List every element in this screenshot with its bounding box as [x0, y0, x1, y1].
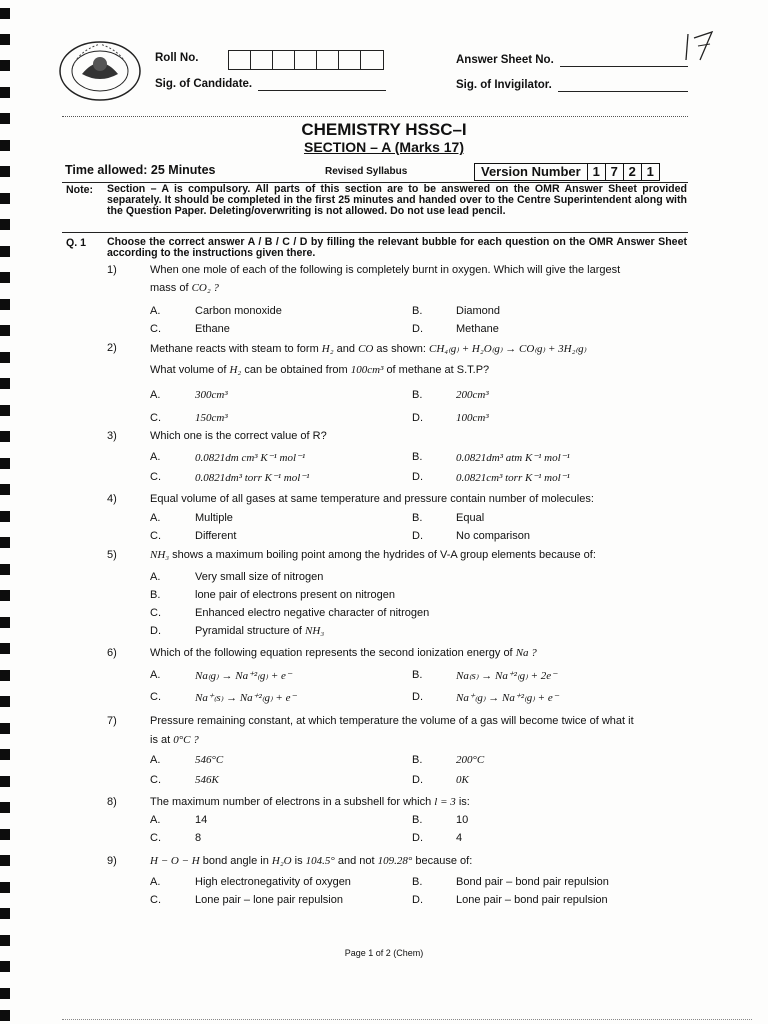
question-text-part: is	[294, 855, 303, 867]
question-text	[150, 493, 690, 505]
option-letter: A.	[150, 876, 161, 888]
question-number: 1)	[107, 264, 117, 276]
option-letter: B.	[412, 669, 423, 681]
version-digit: 1	[588, 164, 606, 180]
option-d[interactable]: 100cm³	[456, 412, 489, 424]
option-c[interactable]: 0.0821dm³ torr K⁻¹ mol⁻¹	[195, 472, 310, 484]
option-letter: A.	[150, 754, 161, 766]
registration-mark	[0, 272, 10, 283]
question-text-part: Which of the following equation represents the second ionization energy of	[150, 647, 513, 659]
registration-mark	[0, 34, 10, 45]
question-text	[150, 855, 690, 867]
invigilator-signature-line[interactable]	[558, 91, 688, 92]
option-letter: B.	[412, 754, 423, 766]
question-text-line2	[150, 734, 199, 746]
option-d[interactable]	[195, 625, 324, 637]
registration-mark	[0, 87, 10, 98]
time-allowed: Time allowed: 25 Minutes	[65, 163, 216, 177]
question-text-part: Methane reacts with steam to form	[150, 343, 319, 355]
option-letter: B.	[412, 814, 423, 826]
option-letter: A.	[150, 389, 161, 401]
option-letter: B.	[150, 589, 161, 601]
question-text-part: What volume of	[150, 364, 227, 376]
option-c[interactable]: 8	[195, 832, 202, 844]
option-c[interactable]	[195, 607, 429, 619]
registration-mark	[0, 564, 10, 575]
question-text	[150, 342, 690, 355]
option-letter: C.	[150, 894, 161, 906]
formula: l = 3	[434, 796, 456, 808]
question-text-line2	[150, 282, 219, 294]
question-number: 6)	[107, 647, 117, 659]
option-c[interactable]: Different	[195, 530, 237, 542]
question-number: 3)	[107, 430, 117, 442]
question-text-part: because of:	[415, 855, 473, 867]
invigilator-signature-label: Sig. of Invigilator.	[456, 79, 552, 91]
option-b[interactable]: Equal	[456, 512, 485, 524]
option-letter: D.	[412, 691, 423, 703]
option-c[interactable]: Na⁺₍s₎ → Na⁺²₍g₎ + e⁻	[195, 692, 297, 704]
option-d[interactable]: Methane	[456, 323, 499, 335]
option-letter: C.	[150, 832, 161, 844]
question-text-part: Equal volume of all gases at same temperature and pressure contain number of molecules:	[150, 493, 594, 505]
version-number-box	[474, 163, 660, 181]
option-letter: C.	[150, 691, 161, 703]
option-d[interactable]: 4	[456, 832, 463, 844]
registration-mark	[0, 829, 10, 840]
option-a[interactable]: 0.0821dm cm³ K⁻¹ mol⁻¹	[195, 452, 306, 464]
version-digit: 7	[606, 164, 624, 180]
formula: H₂	[321, 343, 334, 355]
registration-mark	[0, 219, 10, 230]
question-text-part: can be obtained from	[244, 364, 348, 376]
registration-mark	[0, 484, 10, 495]
question-text-part: is:	[458, 796, 470, 808]
option-d[interactable]: No comparison	[456, 530, 530, 542]
exam-title: CHEMISTRY HSSC–I	[301, 120, 467, 139]
option-d[interactable]: 0K	[456, 774, 469, 786]
registration-mark	[0, 193, 10, 204]
option-b[interactable]: Diamond	[456, 305, 501, 317]
question-text	[150, 647, 690, 659]
question-text	[150, 715, 690, 727]
formula: H₂O	[271, 855, 292, 867]
question-number: 9)	[107, 855, 117, 867]
option-a[interactable]: Multiple	[195, 512, 233, 524]
note-text: Section – A is compulsory. All parts of this section are to be answered on the OMR Answer Sheet provided separately. It should be completed in the first 25 minutes and handed over to the Centre Superintendent along with the Question Paper. Deleting/overwriting is not allowed. Do not use lead pencil.	[107, 183, 687, 217]
formula: 109.28°	[377, 855, 413, 867]
option-b[interactable]	[195, 589, 395, 601]
option-text: Pyramidal structure of	[195, 625, 302, 637]
question-number: 4)	[107, 493, 117, 505]
bottom-dotted-edge	[62, 1019, 752, 1020]
board-seal-logo	[58, 40, 142, 102]
question-text-part: mass of	[150, 282, 189, 294]
option-letter: A.	[150, 814, 161, 826]
question-text-part: as shown:	[376, 343, 426, 355]
option-b[interactable]: 0.0821dm³ atm K⁻¹ mol⁻¹	[456, 452, 570, 464]
registration-mark	[0, 431, 10, 442]
question-text-part: Pressure remaining constant, at which temperature the volume of a gas will become twice of what it	[150, 715, 634, 727]
registration-mark	[0, 378, 10, 389]
option-letter: D.	[150, 625, 161, 637]
q1-instruction: Choose the correct answer A / B / C / D by filling the relevant bubble for each question on the OMR Answer Sheet according to the instructions given there.	[107, 236, 687, 259]
formula: 104.5°	[305, 855, 335, 867]
formula: H − O − H	[150, 855, 200, 867]
question-text-part: and not	[337, 855, 375, 867]
registration-mark	[0, 1010, 10, 1021]
registration-mark	[0, 166, 10, 177]
question-text	[150, 549, 690, 561]
handwritten-number	[680, 26, 720, 66]
answer-sheet-label: Answer Sheet No.	[456, 54, 554, 66]
option-text: Very small size of nitrogen	[195, 571, 324, 583]
formula: 100cm³	[350, 364, 384, 376]
option-b[interactable]: Na₍s₎ → Na⁺²₍g₎ + 2e⁻	[456, 670, 557, 682]
roll-number-boxes[interactable]	[228, 50, 384, 70]
candidate-signature-label: Sig. of Candidate.	[155, 78, 253, 90]
option-letter: D.	[412, 832, 423, 844]
registration-mark	[0, 8, 10, 19]
registration-mark	[0, 458, 10, 469]
option-a[interactable]	[195, 571, 323, 583]
formula: H₂	[229, 364, 242, 376]
candidate-signature-line[interactable]	[258, 90, 386, 91]
option-letter: A.	[150, 451, 161, 463]
question-number: 5)	[107, 549, 117, 561]
option-b[interactable]: Bond pair – bond pair repulsion	[456, 876, 609, 888]
note-rule	[62, 232, 688, 233]
formula: NH₃	[150, 549, 170, 561]
option-a[interactable]: 300cm³	[195, 389, 228, 401]
option-letter: D.	[412, 323, 423, 335]
question-text-part: bond angle in	[202, 855, 269, 867]
dotted-divider	[62, 116, 688, 117]
question-number: 7)	[107, 715, 117, 727]
registration-mark	[0, 908, 10, 919]
option-letter: B.	[412, 305, 423, 317]
registration-mark	[0, 670, 10, 681]
registration-mark	[0, 802, 10, 813]
registration-mark	[0, 776, 10, 787]
option-letter: C.	[150, 774, 161, 786]
question-text-part: of methane at S.T.P?	[386, 364, 490, 376]
option-b[interactable]: 10	[456, 814, 469, 826]
option-c[interactable]: 150cm³	[195, 412, 228, 424]
formula: 0°C ?	[173, 734, 199, 746]
registration-mark	[0, 749, 10, 760]
registration-mark	[0, 696, 10, 707]
registration-mark	[0, 617, 10, 628]
option-a[interactable]: Na₍g₎ → Na⁺²₍g₎ + e⁻	[195, 670, 292, 682]
registration-mark	[0, 723, 10, 734]
registration-mark	[0, 246, 10, 257]
option-letter: B.	[412, 876, 423, 888]
registration-mark	[0, 352, 10, 363]
option-c[interactable]: 546K	[195, 774, 219, 786]
registration-mark	[0, 60, 10, 71]
note-label: Note:	[66, 184, 94, 196]
answer-sheet-line[interactable]	[560, 66, 688, 67]
equation: CH₄₍g₎ + H₂O₍g₎ → CO₍g₎ + 3H₂₍g₎	[429, 343, 587, 355]
question-text-part: When one mole of each of the following is completely burnt in oxygen. Which will give the largest	[150, 264, 621, 276]
option-letter: C.	[150, 323, 161, 335]
registration-mark	[0, 855, 10, 866]
question-text-part: Which one is the correct value of R?	[150, 430, 327, 442]
option-letter: C.	[150, 471, 161, 483]
registration-mark	[0, 961, 10, 972]
registration-mark	[0, 405, 10, 416]
question-text-part: shows a maximum boiling point among the hydrides of V-A group elements because of:	[172, 549, 596, 561]
formula: CO	[358, 343, 374, 355]
question-number: 8)	[107, 796, 117, 808]
option-a[interactable]: Carbon monoxide	[195, 305, 282, 317]
question-text-part: and	[336, 343, 355, 355]
option-c[interactable]: Lone pair – lone pair repulsion	[195, 894, 343, 906]
option-text: lone pair of electrons present on nitrogen	[195, 589, 395, 601]
question-text	[150, 264, 690, 276]
formula: Na ?	[515, 647, 537, 659]
registration-mark	[0, 643, 10, 654]
formula: NH₃	[305, 625, 325, 637]
registration-mark	[0, 325, 10, 336]
option-letter: B.	[412, 389, 423, 401]
registration-mark	[0, 299, 10, 310]
registration-mark	[0, 511, 10, 522]
option-b[interactable]: 200cm³	[456, 389, 489, 401]
version-digit: 1	[646, 164, 654, 179]
registration-mark	[0, 935, 10, 946]
option-d[interactable]: Lone pair – bond pair repulsion	[456, 894, 608, 906]
option-letter: A.	[150, 669, 161, 681]
option-text: Enhanced electro negative character of nitrogen	[195, 607, 430, 619]
registration-mark	[0, 590, 10, 601]
option-d[interactable]: Na⁺₍g₎ → Na⁺²₍g₎ + e⁻	[456, 692, 559, 704]
question-text-part: The maximum number of electrons in a subshell for which	[150, 796, 432, 808]
option-b[interactable]: 200°C	[456, 754, 485, 766]
roll-number-label: Roll No.	[155, 52, 199, 64]
option-letter: D.	[412, 774, 423, 786]
section-heading: SECTION – A (Marks 17)	[303, 139, 464, 155]
option-a[interactable]: 546°C	[195, 754, 224, 766]
question-text	[150, 796, 690, 808]
option-letter: D.	[412, 412, 423, 424]
question-text-line2	[150, 364, 489, 376]
option-letter: A.	[150, 305, 161, 317]
option-letter: C.	[150, 530, 161, 542]
option-letter: A.	[150, 571, 161, 583]
option-d[interactable]: 0.0821cm³ torr K⁻¹ mol⁻¹	[456, 472, 570, 484]
option-a[interactable]: 14	[195, 814, 208, 826]
revised-syllabus: Revised Syllabus	[325, 166, 408, 177]
version-number-label: Version Number	[475, 164, 588, 180]
q1-label: Q. 1	[66, 237, 87, 249]
option-a[interactable]: High electronegativity of oxygen	[195, 876, 351, 888]
version-digit: 2	[624, 164, 642, 180]
option-letter: D.	[412, 471, 423, 483]
page-footer: Page 1 of 2 (Chem)	[344, 948, 424, 958]
registration-mark	[0, 988, 10, 999]
question-text-part: is at	[150, 734, 171, 746]
question-number: 2)	[107, 342, 117, 354]
registration-mark	[0, 537, 10, 548]
option-letter: C.	[150, 607, 161, 619]
option-letter: D.	[412, 894, 423, 906]
question-text	[150, 430, 690, 442]
option-letter: B.	[412, 451, 423, 463]
option-c[interactable]: Ethane	[195, 323, 230, 335]
registration-mark	[0, 882, 10, 893]
option-letter: C.	[150, 412, 161, 424]
option-letter: B.	[412, 512, 423, 524]
option-letter: A.	[150, 512, 161, 524]
option-letter: D.	[412, 530, 423, 542]
formula: CO₂ ?	[191, 282, 219, 294]
